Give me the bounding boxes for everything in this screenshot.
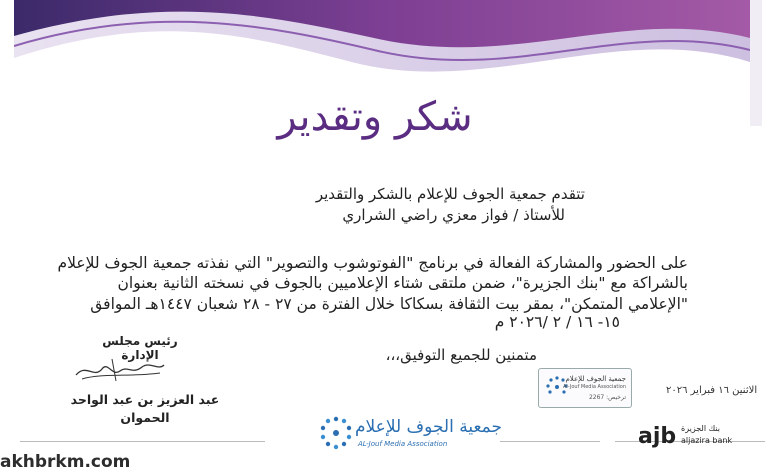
body-line-1: على الحضور والمشاركة الفعالة في برنامج "الفوتوشوب والتصوير" التي نفذته جمعية الجوف للإعلام [57, 254, 688, 272]
association-logo-icon [318, 415, 354, 451]
bank-logo-english: aljazira bank [681, 436, 733, 445]
bank-logo-arabic: بنك الجزيرة [681, 424, 720, 433]
footer-rule-left [20, 441, 265, 442]
svg-text:شكر وتقدير: شكر وتقدير [277, 94, 473, 140]
decorative-side-bar [750, 0, 762, 126]
site-watermark: akhbrkm.com [0, 452, 131, 472]
signatory-name-line-1: عبد العزيز بن عبد الواحد [70, 392, 220, 407]
closing-line: متمنين للجميع التوفيق،،، [385, 346, 537, 364]
body-line-4: ١٥- ١٦ / ٢ /٢٠٢٦ م [494, 313, 620, 331]
association-logo [318, 413, 503, 453]
certificate-title [265, 84, 485, 148]
association-logo-arabic: جمعية الجوف للإعلام [355, 417, 503, 437]
association-logo-english: AL-Jouf Media Association [358, 440, 448, 448]
stamp-english-text: Al-Jouf Media Association [562, 384, 626, 390]
body-line-3: "الإعلامي المتمكن"، بمقر بيت الثقافة بسكاكا خلال الفترة من ٢٧ - ٢٨ شعبان ١٤٤٧هـ الموافق [90, 295, 688, 313]
body-line-2: بالشراكة مع "بنك الجزيرة"، ضمن ملتقى شتاء الإعلاميين بالجوف في نسخته الثانية بعنوان [117, 274, 688, 292]
issue-date: الاثنين ١٦ فبراير ٢٠٢٦ [666, 385, 758, 396]
stamp-arabic-text: جمعية الجوف للإعلام [565, 375, 626, 383]
stamp-reg-text: ترخيص: 2267 [588, 394, 626, 401]
bank-logo-mark: ajb [638, 424, 677, 449]
footer-rule-middle [500, 441, 600, 442]
signatory-name-line-2: الحموان [120, 410, 170, 425]
signatory-title: رئيس مجلس الإدارة [102, 334, 178, 362]
signatory-name [70, 391, 220, 427]
recipient-line: للأستاذ / فواز معزي راضي الشراري [342, 206, 565, 224]
intro-line: تتقدم جمعية الجوف للإعلام بالشكر والتقدير [315, 185, 585, 203]
signature-image [72, 353, 167, 385]
official-stamp [538, 368, 632, 408]
